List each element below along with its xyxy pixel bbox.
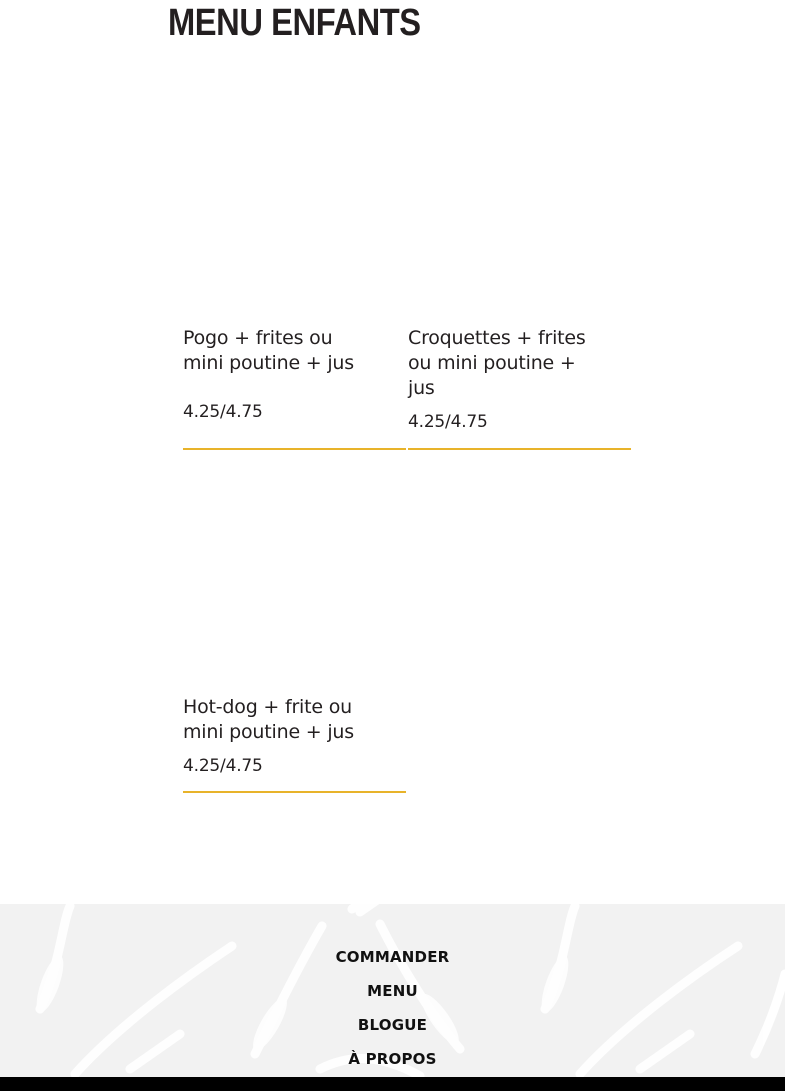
item-name: Hot-dog + frite ou mini poutine + jus bbox=[183, 696, 354, 743]
footer-link-commander[interactable]: COMMANDER bbox=[335, 948, 450, 966]
menu-item-card[interactable] bbox=[408, 326, 631, 452]
menu-item-card[interactable] bbox=[183, 695, 406, 795]
page-title: MENU ENFANTS bbox=[168, 2, 421, 44]
menu-item-card[interactable] bbox=[183, 326, 406, 452]
footer-link-a-propos[interactable]: À PROPOS bbox=[348, 1050, 437, 1068]
item-divider bbox=[183, 448, 406, 450]
bottom-bar bbox=[0, 1077, 785, 1091]
item-name: Croquettes + frites ou mini poutine + jus bbox=[408, 327, 586, 399]
item-price: 4.25/4.75 bbox=[183, 756, 263, 776]
item-divider bbox=[183, 791, 406, 793]
item-divider bbox=[408, 448, 631, 450]
item-name: Pogo + frites ou mini poutine + jus bbox=[183, 327, 354, 374]
site-footer bbox=[0, 904, 785, 1077]
item-price: 4.25/4.75 bbox=[408, 412, 488, 432]
footer-nav bbox=[0, 904, 785, 1077]
footer-link-menu[interactable]: MENU bbox=[367, 982, 418, 1000]
footer-link-blogue[interactable]: BLOGUE bbox=[357, 1016, 428, 1034]
item-price: 4.25/4.75 bbox=[183, 402, 263, 422]
